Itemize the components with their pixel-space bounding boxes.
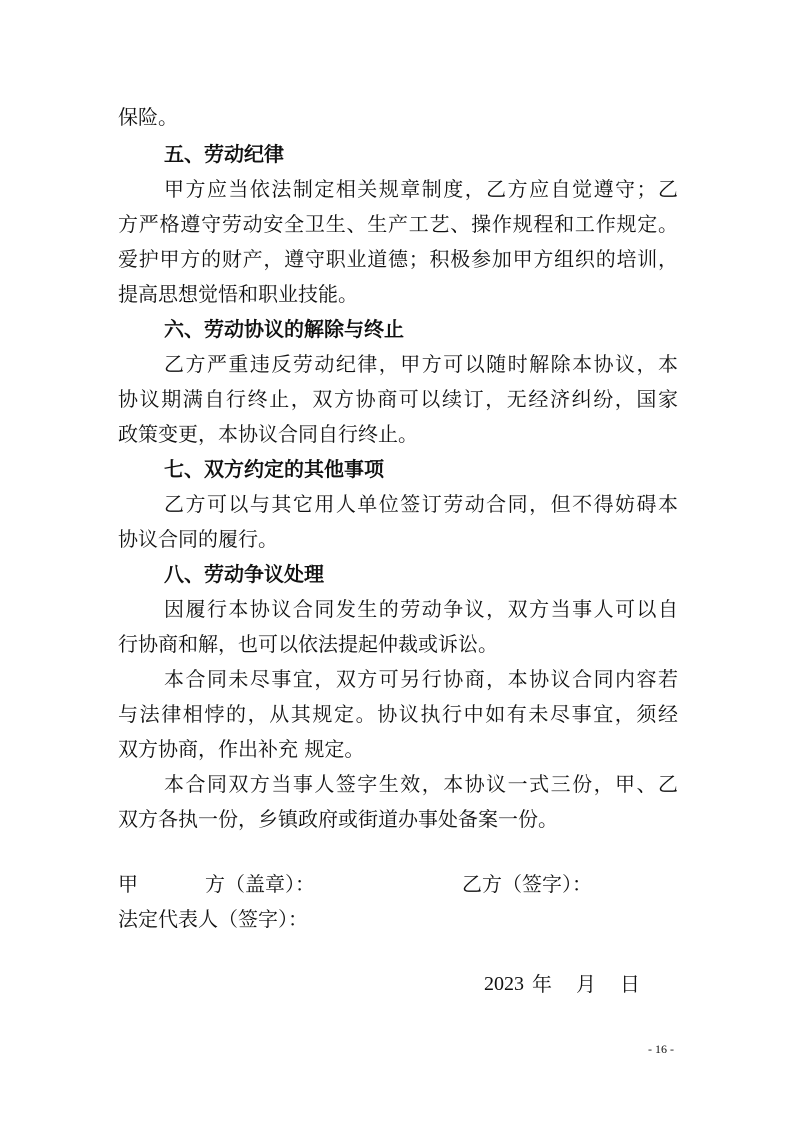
signature-year: 2023 xyxy=(484,973,524,995)
text-line: 双方各执一份，乡镇政府或街道办事处备案一份。 xyxy=(118,807,558,831)
text-line: 因履行本协议合同发生的劳动争议，双方当事人可以自 xyxy=(164,597,678,621)
section-heading-6: 六、劳动协议的解除与终止 xyxy=(164,317,404,341)
text-line: 政策变更，本协议合同自行终止。 xyxy=(118,422,418,446)
text-line: 本合同未尽事宜，双方可另行协商，本协议合同内容若 xyxy=(164,667,678,691)
day-unit: 日 xyxy=(620,972,640,996)
party-a-label: 方（盖章）： xyxy=(205,872,315,896)
month-unit: 月 xyxy=(576,972,596,996)
page-number: - 16 - xyxy=(648,1042,674,1056)
text-line: 协议合同的履行。 xyxy=(118,527,278,551)
year-unit: 年 xyxy=(532,972,552,996)
section-heading-8: 八、劳动争议处理 xyxy=(164,562,324,586)
section-heading-5: 五、劳动纪律 xyxy=(164,142,284,166)
party-a-label-char: 甲 xyxy=(118,872,138,896)
text-line: 与法律相悖的，从其规定。协议执行中如有未尽事宜，须经 xyxy=(118,702,678,726)
text-line: 乙方严重违反劳动纪律，甲方可以随时解除本协议，本 xyxy=(164,352,678,376)
text-line: 本合同双方当事人签字生效，本协议一式三份，甲、乙 xyxy=(164,772,678,796)
text-line: 双方协商，作出补充 规定。 xyxy=(118,737,365,761)
section-heading-7: 七、双方约定的其他事项 xyxy=(164,457,384,481)
text-line: 爱护甲方的财产，遵守职业道德；积极参加甲方组织的培训， xyxy=(118,247,678,271)
text-line: 提高思想觉悟和职业技能。 xyxy=(118,282,358,306)
text-line: 乙方可以与其它用人单位签订劳动合同，但不得妨碍本 xyxy=(164,492,678,516)
text-line: 协议期满自行终止，双方协商可以续订，无经济纠纷，国家 xyxy=(118,387,678,411)
text-line: 甲方应当依法制定相关规章制度，乙方应自觉遵守；乙 xyxy=(164,177,678,201)
text-line: 行协商和解，也可以依法提起仲裁或诉讼。 xyxy=(118,632,498,656)
text-line: 保险。 xyxy=(118,105,178,129)
text-line: 方严格遵守劳动安全卫生、生产工艺、操作规程和工作规定。 xyxy=(118,212,678,236)
party-b-label: 乙方（签字）： xyxy=(462,872,592,896)
legal-representative-label: 法定代表人（签字）： xyxy=(118,907,308,931)
